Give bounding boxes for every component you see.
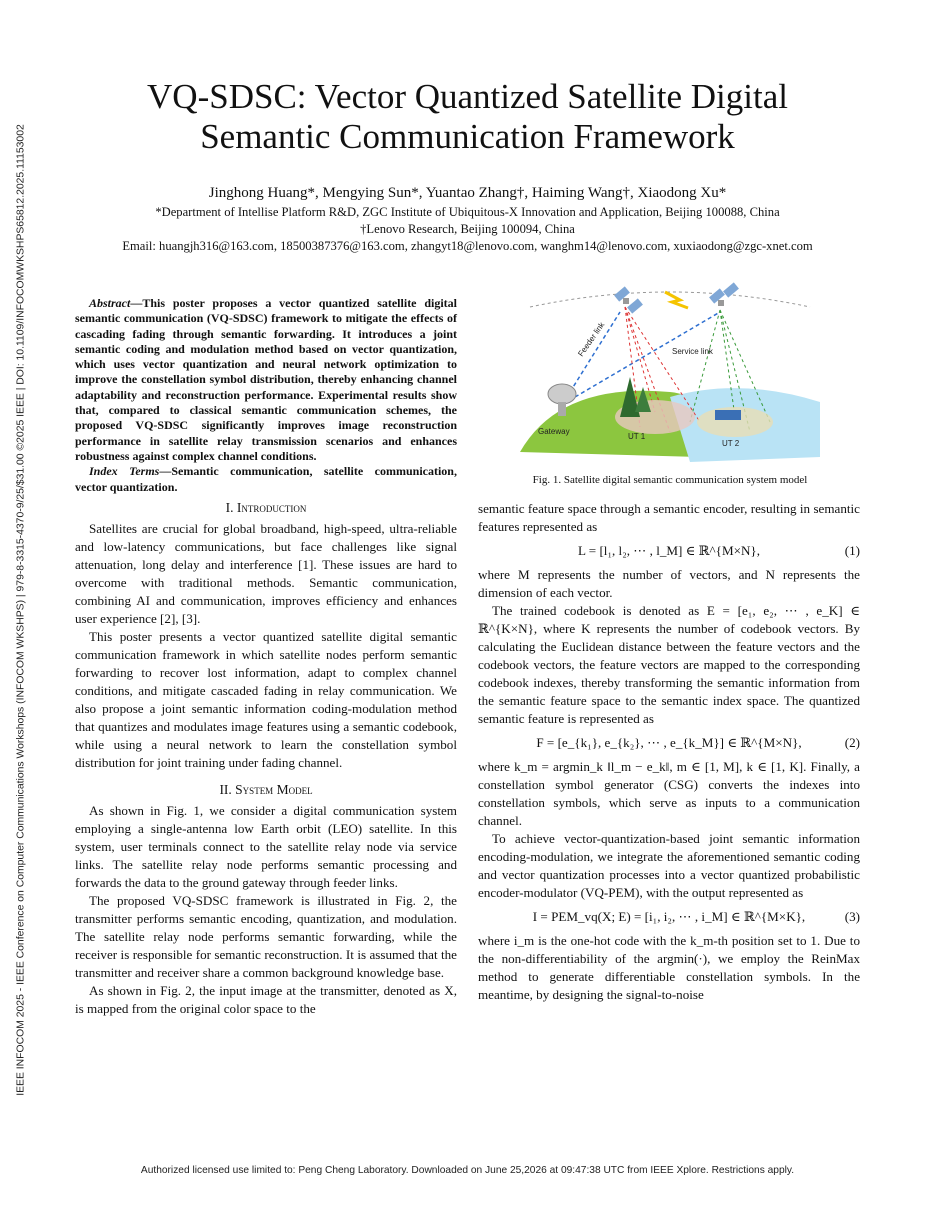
satellite-right-icon (709, 282, 739, 306)
equation-3 (478, 902, 860, 932)
equation-1-number: (1) (844, 543, 860, 558)
intro-paragraph-1: Satellites are crucial for global broadband, high-speed, ultra-reliable and low-latency communications, but face challenges like signal attenuation, long delay and interference [1]. These issues are hard to overcome with traditional methods. Semantic communication, combining AI and communication, improves efficiency and enhances user experience [2], [3]. (75, 520, 457, 626)
right-paragraph-2: where M represents the number of vectors, and N represents the dimension of each vector. (478, 567, 860, 600)
title-line-1: VQ-SDSC: Vector Quantized Satellite Digital (147, 77, 788, 116)
system-model-figure (520, 282, 820, 467)
paper-title (60, 77, 875, 157)
left-column (75, 296, 457, 1018)
equation-2 (478, 728, 860, 758)
right-column (478, 500, 860, 1004)
inter-satellite-link-icon (665, 292, 688, 308)
equation-1-body: L = [l₁, l₂, ⋯ , l_M] ∈ ℝ^{M×N}, (578, 543, 760, 558)
ut2-label: UT 2 (722, 439, 740, 448)
gateway-label: Gateway (538, 427, 570, 436)
section-heading-introduction: I. Introduction (225, 499, 307, 515)
authors: Jinghong Huang*, Mengying Sun*, Yuantao Zhang†, Haiming Wang†, Xiaodong Xu* (208, 185, 727, 201)
system-paragraph-1: As shown in Fig. 1, we consider a digital communication system employing a single-antenna low Earth orbit (LEO) satellite. In this system, user terminals connect to the satellite relay node via service links. The satellite relay node performs semantic processing and forwards the data to the ground gateway through feeder links. (75, 802, 457, 890)
abstract-label: Abstract (89, 296, 131, 310)
ut1-label: UT 1 (628, 432, 646, 441)
index-terms-text: —Semantic communication, satellite communication, vector quantization. (75, 464, 457, 494)
abstract (75, 296, 457, 464)
equation-3-body: I = PEM_vq(X; E) = [i₁, i₂, ⋯ , i_M] ∈ ℝ^{M×K}, (532, 909, 806, 924)
right-paragraph-3: The trained codebook is denoted as E = [e₁, e₂, ⋯ , e_K] ∈ ℝ^{K×N}, where K represents the number of codebook vectors. By calculating the Euclidean distance between the feature vectors and the codebook vectors, the feature vectors are mapped to the corresponding codebook indexes, thereby transforming the semantic information from the semantic feature space to the semantic index space. The quantized semantic feature is represented as (478, 603, 860, 726)
abstract-text: —This poster proposes a vector quantized satellite digital semantic communication (VQ-SDSC) framework to mitigate the effects of cascading fading through semantic forwarding. It introduces a joint semantic coding and modulation method based on vector quantization, which uses vector quantization and neural network optimization to improve the constellation symbol distribution, thereby enhancing channel adaptability and reconstruction performance. Experimental results show that, compared to classical semantic communication schemes, the proposed VQ-SDSC significantly improves image reconstruction performance in satellite relay transmission scenarios and enhances robustness against complex channel conditions. (75, 296, 457, 463)
equation-3-number: (3) (844, 909, 860, 924)
section-heading-system-model: II. System Model (219, 781, 313, 797)
satellite-left-icon (614, 286, 643, 313)
ship-icon (715, 410, 741, 420)
right-paragraph-1: semantic feature space through a semantic encoder, resulting in semantic features represented as (478, 501, 860, 534)
doi-sidebar-text: IEEE INFOCOM 2025 - IEEE Conference on Computer Communications Workshops (INFOCOM WKSHPS) | 979-8-3315-4370-9/25/$31.00 ©2025 IEEE | DOI: 10.1109/INFOCOMWKSHPS65812.2025.11153002 (15, 124, 27, 1096)
right-paragraph-5: To achieve vector-quantization-based joint semantic information encoding-modulation, we integrate the aforementioned semantic coding and vector quantization processes into a vector quantized probabilistic encoder-modulator (VQ-PEM), with the output represented as (478, 831, 860, 900)
affiliation-1: *Department of Intellise Platform R&D, ZGC Institute of Ubiquitous-X Innovation and Application, Beijing 100088, China (155, 205, 780, 219)
email-line: Email: huangjh316@163.com, 18500387376@163.com, zhangyt18@lenovo.com, wanghm14@lenovo.com, xuxiaodong@zgc-xnet.com (122, 239, 813, 253)
doi-sidebar (8, 75, 34, 1145)
intro-paragraph-2: This poster presents a vector quantized satellite digital semantic communication framework in which satellite nodes perform semantic forwarding to recover lost information, adapt to complex channel conditions, and mitigate cascaded fading in relay communication. We also propose a joint semantic information coding-modulation method that quantizes and modulates image features using a semantic codebook, while using a neural network to learn the constellation symbol distribution for joint training under fading channel. (75, 628, 457, 770)
system-paragraph-3: As shown in Fig. 2, the input image at the transmitter, denoted as X, is mapped from the original color space to the (75, 982, 457, 1016)
figure-caption: Fig. 1. Satellite digital semantic communication system model (532, 474, 808, 486)
equation-2-body: F = [e_{k₁}, e_{k₂}, ⋯ , e_{k_M}] ∈ ℝ^{M×N}, (536, 735, 802, 750)
feeder-link-label: Feeder link (576, 320, 607, 359)
equation-2-number: (2) (844, 735, 860, 750)
service-link-label: Service link (672, 347, 713, 356)
right-paragraph-6: where i_m is the one-hot code with the k_m-th position set to 1. Due to the non-differentiability of the argmin(·), we employ the ReinMax method to generate differentiable constellation symbols. In the meantime, by designing the signal-to-noise (478, 933, 860, 1002)
affiliation-2: †Lenovo Research, Beijing 100094, China (360, 222, 575, 236)
equation-1 (478, 536, 860, 566)
title-line-2: Semantic Communication Framework (200, 117, 735, 156)
right-paragraph-4: where k_m = argmin_k ‖l_m − e_k‖, m ∈ [1, M], k ∈ [1, K]. Finally, a constellation symbol generator (CSG) converts the indexes into constellation symbols, which serve as inputs to a communication channel. (478, 759, 860, 828)
system-paragraph-2: The proposed VQ-SDSC framework is illustrated in Fig. 2, the transmitter performs semantic encoding, quantization, and modulation. The satellite relay node performs semantic forwarding, while the receiver is responsible for semantic reconstruction. It is assumed that the transmitter and receiver share a common background knowledge base. (75, 892, 457, 980)
license-footer: Authorized licensed use limited to: Peng Cheng Laboratory. Downloaded on June 25,2026 at 09:47:38 UTC from IEEE Xplore. Restrictions apply. (140, 1165, 795, 1176)
index-terms-label: Index Terms (89, 464, 160, 479)
index-terms (75, 464, 457, 495)
